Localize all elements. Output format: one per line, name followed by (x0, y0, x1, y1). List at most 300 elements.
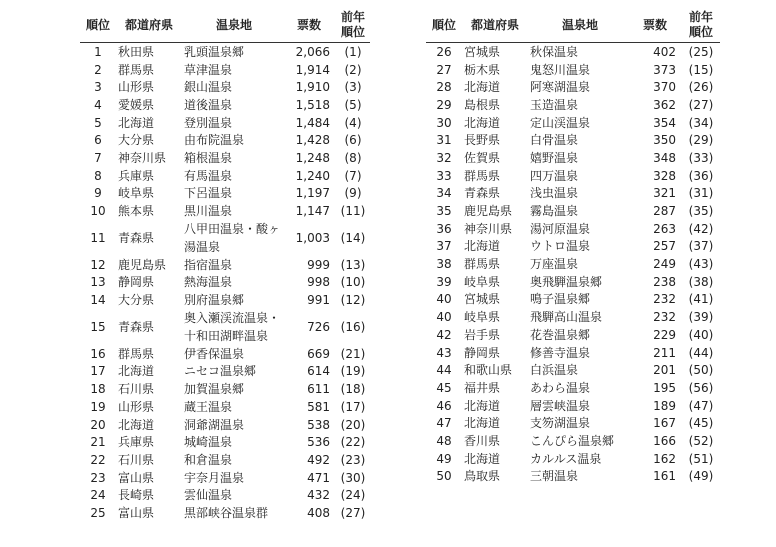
rank-cell: 48 (436, 433, 452, 448)
votes-cell: 432 (307, 488, 330, 503)
rank-cell: 44 (436, 363, 452, 378)
votes-cell: 189 (653, 398, 676, 413)
rank-cell: 42 (436, 327, 452, 342)
prefecture-cell: 北海道 (464, 239, 501, 254)
previous-rank-cell: (20) (340, 417, 366, 432)
previous-rank-cell: (42) (688, 221, 714, 236)
votes-cell: 161 (653, 469, 676, 484)
previous-rank-cell: (6) (344, 133, 362, 148)
prefecture-cell: 石川県 (118, 452, 155, 467)
rank-cell: 34 (436, 186, 452, 201)
previous-rank-cell: (3) (344, 80, 362, 95)
votes-cell: 991 (307, 293, 330, 308)
previous-rank-cell: (33) (688, 150, 714, 165)
votes-cell: 1,484 (295, 115, 330, 130)
rank-cell: 40 (436, 292, 452, 307)
table-row (80, 433, 370, 451)
table-row (80, 416, 370, 434)
ranking-table-left (80, 8, 370, 522)
rank-cell: 28 (436, 80, 452, 95)
rank-cell: 27 (436, 62, 452, 77)
table-row (80, 220, 370, 256)
table-row (426, 149, 720, 167)
prefecture-cell: 佐賀県 (464, 150, 501, 165)
rank-cell: 2 (94, 62, 102, 77)
prefecture-cell: 静岡県 (118, 275, 155, 290)
votes-cell: 408 (307, 505, 330, 520)
votes-cell: 195 (653, 380, 676, 395)
prefecture-cell: 北海道 (464, 416, 501, 431)
previous-rank-cell: (17) (340, 399, 366, 414)
votes-cell: 321 (653, 186, 676, 201)
previous-rank-cell: (47) (688, 398, 714, 413)
prefecture-cell: 群馬県 (118, 62, 155, 77)
previous-rank-cell: (35) (688, 204, 714, 219)
votes-cell: 232 (653, 292, 676, 307)
header-votes: 票数 (642, 17, 667, 32)
votes-cell: 1,518 (295, 97, 330, 112)
previous-rank-cell: (8) (344, 150, 362, 165)
table-row (80, 167, 370, 185)
onsen-cell: 有馬温泉 (184, 168, 233, 183)
onsen-cell: 道後温泉 (184, 97, 233, 112)
votes-cell: 1,914 (295, 62, 330, 77)
rank-cell: 21 (90, 435, 106, 450)
table-row (426, 220, 720, 238)
previous-rank-cell: (10) (340, 275, 366, 290)
table-row (426, 361, 720, 379)
rank-cell: 20 (90, 417, 106, 432)
votes-cell: 350 (653, 133, 676, 148)
previous-rank-cell: (18) (340, 382, 366, 397)
header-prefecture: 都道府県 (124, 17, 173, 32)
onsen-cell: 熱海温泉 (184, 275, 233, 290)
onsen-cell: ウトロ温泉 (530, 239, 591, 254)
header-previous-rank-line2: 順位 (688, 25, 713, 39)
prefecture-cell: 兵庫県 (118, 435, 155, 450)
votes-cell: 1,428 (295, 133, 330, 148)
prefecture-cell: 神奈川県 (464, 221, 513, 236)
rank-cell: 35 (436, 204, 452, 219)
previous-rank-cell: (15) (688, 62, 714, 77)
rank-cell: 15 (90, 319, 106, 334)
rank-cell: 18 (90, 382, 106, 397)
prefecture-cell: 岐阜県 (464, 274, 501, 289)
prefecture-cell: 北海道 (464, 115, 501, 130)
prefecture-cell: 島根県 (464, 97, 501, 112)
prefecture-cell: 北海道 (118, 364, 155, 379)
onsen-cell: 草津温泉 (184, 62, 233, 77)
previous-rank-cell: (49) (688, 469, 714, 484)
previous-rank-cell: (40) (688, 327, 714, 342)
table-row (426, 432, 720, 450)
onsen-cell: 奥飛騨温泉郷 (530, 274, 603, 289)
prefecture-cell: 香川県 (464, 433, 501, 448)
onsen-cell: 玉造温泉 (530, 97, 579, 112)
rank-cell: 4 (94, 97, 102, 112)
rank-cell: 1 (94, 44, 102, 59)
votes-cell: 287 (653, 204, 676, 219)
onsen-cell: 登別温泉 (184, 115, 233, 130)
prefecture-cell: 神奈川県 (118, 150, 167, 165)
onsen-cell: 由布院温泉 (184, 133, 245, 148)
votes-cell: 669 (307, 346, 330, 361)
prefecture-cell: 群馬県 (118, 346, 155, 361)
votes-cell: 1,147 (295, 204, 330, 219)
table-row (426, 167, 720, 185)
onsen-cell: 四万温泉 (530, 168, 579, 183)
onsen-cell: 伊香保温泉 (184, 346, 245, 361)
table-row (426, 78, 720, 96)
prefecture-cell: 大分県 (118, 293, 155, 308)
table-row (426, 326, 720, 344)
onsen-cell: ニセコ温泉郷 (184, 364, 257, 379)
previous-rank-cell: (11) (340, 204, 366, 219)
previous-rank-cell: (12) (340, 293, 366, 308)
prefecture-cell: 青森県 (464, 186, 501, 201)
prefecture-cell: 鳥取県 (464, 469, 501, 484)
previous-rank-cell: (38) (688, 274, 714, 289)
table-row (426, 273, 720, 291)
table-row (426, 291, 720, 309)
onsen-cell: 層雲峡温泉 (530, 398, 591, 413)
onsen-cell: こんぴら温泉郷 (530, 433, 615, 448)
prefecture-cell: 石川県 (118, 382, 155, 397)
previous-rank-cell: (50) (688, 363, 714, 378)
votes-cell: 257 (653, 239, 676, 254)
votes-cell: 536 (307, 435, 330, 450)
rank-cell: 39 (436, 274, 452, 289)
header-votes: 票数 (296, 17, 321, 32)
previous-rank-cell: (37) (688, 239, 714, 254)
votes-cell: 611 (307, 382, 330, 397)
prefecture-cell: 愛媛県 (118, 97, 155, 112)
table-row (426, 114, 720, 132)
previous-rank-cell: (29) (688, 133, 714, 148)
rank-cell: 16 (90, 346, 106, 361)
votes-cell: 238 (653, 274, 676, 289)
previous-rank-cell: (39) (688, 310, 714, 325)
votes-cell: 1,197 (295, 186, 330, 201)
votes-cell: 998 (307, 275, 330, 290)
onsen-cell: 雲仙温泉 (184, 488, 233, 503)
votes-cell: 232 (653, 310, 676, 325)
table-row (80, 43, 370, 61)
prefecture-cell: 長崎県 (118, 488, 155, 503)
rank-cell: 7 (94, 150, 102, 165)
previous-rank-cell: (16) (340, 319, 366, 334)
table-row (426, 96, 720, 114)
header-prefecture: 都道府県 (470, 17, 519, 32)
votes-cell: 1,248 (295, 150, 330, 165)
votes-cell: 2,066 (295, 44, 330, 59)
onsen-cell: 花巻温泉郷 (530, 327, 591, 342)
rank-cell: 46 (436, 398, 452, 413)
onsen-cell: 白浜温泉 (530, 363, 579, 378)
rank-cell: 9 (94, 186, 102, 201)
rank-cell: 32 (436, 150, 452, 165)
previous-rank-cell: (36) (688, 168, 714, 183)
rank-cell: 33 (436, 168, 452, 183)
rank-cell: 29 (436, 97, 452, 112)
onsen-cell: 別府温泉郷 (184, 293, 245, 308)
rank-cell: 23 (90, 470, 106, 485)
rank-cell: 10 (90, 204, 106, 219)
previous-rank-cell: (51) (688, 451, 714, 466)
votes-cell: 1,240 (295, 168, 330, 183)
prefecture-cell: 宮城県 (464, 44, 501, 59)
previous-rank-cell: (13) (340, 257, 366, 272)
onsen-cell: 飛騨高山温泉 (530, 310, 603, 325)
table-row (80, 398, 370, 416)
rank-cell: 30 (436, 115, 452, 130)
prefecture-cell: 群馬県 (464, 168, 501, 183)
onsen-cell: 定山渓温泉 (530, 115, 591, 130)
table-row (426, 414, 720, 432)
table-header-row (80, 8, 370, 43)
table-row (80, 78, 370, 96)
onsen-cell: 修善寺温泉 (530, 345, 591, 360)
prefecture-cell: 北海道 (464, 398, 501, 413)
votes-cell: 263 (653, 221, 676, 236)
prefecture-cell: 岩手県 (464, 327, 501, 342)
rank-cell: 24 (90, 488, 106, 503)
onsen-cell: 洞爺湖温泉 (184, 417, 245, 432)
onsen-cell: 霧島温泉 (530, 204, 579, 219)
prefecture-cell: 北海道 (118, 115, 155, 130)
votes-cell: 354 (653, 115, 676, 130)
ranking-table-right (426, 8, 720, 485)
rank-cell: 43 (436, 345, 452, 360)
rank-cell: 19 (90, 399, 106, 414)
rank-cell: 14 (90, 293, 106, 308)
previous-rank-cell: (31) (688, 186, 714, 201)
previous-rank-cell: (14) (340, 230, 366, 245)
onsen-cell: 阿寒湖温泉 (530, 80, 591, 95)
rank-cell: 3 (94, 80, 102, 95)
prefecture-cell: 鹿児島県 (464, 204, 513, 219)
prefecture-cell: 山形県 (118, 80, 155, 95)
previous-rank-cell: (56) (688, 380, 714, 395)
table-row (426, 468, 720, 486)
rank-cell: 8 (94, 168, 102, 183)
table-row (426, 344, 720, 362)
table-row (80, 114, 370, 132)
onsen-cell: 黒部峡谷温泉群 (184, 505, 269, 520)
previous-rank-cell: (52) (688, 433, 714, 448)
onsen-cell: カルルス温泉 (530, 451, 602, 466)
header-previous-rank-line1: 前年 (688, 10, 713, 24)
table-row (426, 238, 720, 256)
onsen-cell: 下呂温泉 (184, 186, 233, 201)
table-header-row (426, 8, 720, 43)
rank-cell: 11 (90, 230, 106, 245)
prefecture-cell: 北海道 (464, 80, 501, 95)
prefecture-cell: 北海道 (464, 451, 501, 466)
onsen-cell: 嬉野温泉 (530, 150, 579, 165)
previous-rank-cell: (1) (344, 44, 362, 59)
prefecture-cell: 大分県 (118, 133, 155, 148)
onsen-cell: 銀山温泉 (184, 80, 233, 95)
prefecture-cell: 富山県 (118, 505, 155, 520)
prefecture-cell: 北海道 (118, 417, 155, 432)
prefecture-cell: 宮城県 (464, 292, 501, 307)
rank-cell: 5 (94, 115, 102, 130)
votes-cell: 538 (307, 417, 330, 432)
prefecture-cell: 岐阜県 (118, 186, 155, 201)
votes-cell: 1,003 (295, 230, 330, 245)
table-row (426, 202, 720, 220)
header-rank: 順位 (431, 17, 456, 32)
votes-cell: 211 (653, 345, 676, 360)
previous-rank-cell: (5) (344, 97, 362, 112)
table-row (80, 61, 370, 79)
onsen-cell: 和倉温泉 (184, 452, 233, 467)
table-row (80, 274, 370, 292)
prefecture-cell: 秋田県 (118, 44, 155, 59)
onsen-cell: 鬼怒川温泉 (530, 62, 591, 77)
previous-rank-cell: (23) (340, 452, 366, 467)
previous-rank-cell: (27) (688, 97, 714, 112)
previous-rank-cell: (44) (688, 345, 714, 360)
table-row (80, 469, 370, 487)
table-row (80, 96, 370, 114)
table-row (80, 380, 370, 398)
previous-rank-cell: (19) (340, 364, 366, 379)
votes-cell: 726 (307, 319, 330, 334)
table-row (80, 202, 370, 220)
votes-cell: 471 (307, 470, 330, 485)
votes-cell: 999 (307, 257, 330, 272)
table-row (426, 61, 720, 79)
header-onsen: 温泉地 (215, 17, 252, 32)
prefecture-cell: 富山県 (118, 470, 155, 485)
previous-rank-cell: (25) (688, 44, 714, 59)
header-previous-rank-line2: 順位 (340, 25, 365, 39)
prefecture-cell: 群馬県 (464, 257, 501, 272)
table-row (80, 504, 370, 522)
previous-rank-cell: (34) (688, 115, 714, 130)
previous-rank-cell: (30) (340, 470, 366, 485)
rank-cell: 38 (436, 257, 452, 272)
onsen-cell: 奥入瀬渓流温泉・十和田湖畔温泉 (184, 310, 281, 343)
onsen-cell: 白骨温泉 (530, 133, 579, 148)
header-rank: 順位 (85, 17, 110, 32)
votes-cell: 581 (307, 399, 330, 414)
prefecture-cell: 青森県 (118, 319, 155, 334)
votes-cell: 162 (653, 451, 676, 466)
prefecture-cell: 岐阜県 (464, 310, 501, 325)
header-previous-rank-line1: 前年 (340, 10, 365, 24)
table-row (426, 379, 720, 397)
onsen-cell: 箱根温泉 (184, 150, 233, 165)
onsen-cell: 支笏湖温泉 (530, 416, 591, 431)
rank-cell: 45 (436, 380, 452, 395)
onsen-cell: あわら温泉 (530, 380, 591, 395)
table-row (80, 185, 370, 203)
onsen-cell: 鳴子温泉郷 (530, 292, 591, 307)
rank-cell: 25 (90, 505, 106, 520)
previous-rank-cell: (41) (688, 292, 714, 307)
votes-cell: 1,910 (295, 80, 330, 95)
rank-cell: 47 (436, 416, 452, 431)
table-row (80, 363, 370, 381)
onsen-cell: 万座温泉 (530, 257, 579, 272)
prefecture-cell: 栃木県 (464, 62, 501, 77)
rank-cell: 17 (90, 364, 106, 379)
rank-cell: 22 (90, 452, 106, 467)
header-previous-rank (336, 8, 370, 43)
table-row (426, 255, 720, 273)
table-row (80, 131, 370, 149)
previous-rank-cell: (45) (688, 416, 714, 431)
rank-cell: 13 (90, 275, 106, 290)
rank-cell: 37 (436, 239, 452, 254)
votes-cell: 402 (653, 44, 676, 59)
previous-rank-cell: (2) (344, 62, 362, 77)
table-row (80, 291, 370, 309)
rank-cell: 40 (436, 310, 452, 325)
votes-cell: 166 (653, 433, 676, 448)
rank-cell: 31 (436, 133, 452, 148)
header-onsen: 温泉地 (561, 17, 598, 32)
previous-rank-cell: (21) (340, 346, 366, 361)
votes-cell: 167 (653, 416, 676, 431)
prefecture-cell: 青森県 (118, 230, 155, 245)
onsen-cell: 加賀温泉郷 (184, 382, 245, 397)
table-row (80, 256, 370, 274)
votes-cell: 492 (307, 452, 330, 467)
previous-rank-cell: (4) (344, 115, 362, 130)
header-previous-rank (682, 8, 720, 43)
previous-rank-cell: (22) (340, 435, 366, 450)
prefecture-cell: 鹿児島県 (118, 257, 167, 272)
prefecture-cell: 福井県 (464, 380, 501, 395)
votes-cell: 362 (653, 97, 676, 112)
previous-rank-cell: (9) (344, 186, 362, 201)
onsen-cell: 八甲田温泉・酸ヶ湯温泉 (184, 221, 281, 254)
onsen-cell: 三朝温泉 (530, 469, 579, 484)
previous-rank-cell: (26) (688, 80, 714, 95)
votes-cell: 348 (653, 150, 676, 165)
votes-cell: 614 (307, 364, 330, 379)
previous-rank-cell: (27) (340, 505, 366, 520)
table-row (426, 185, 720, 203)
table-row (80, 451, 370, 469)
previous-rank-cell: (43) (688, 257, 714, 272)
onsen-cell: 宇奈月温泉 (184, 470, 245, 485)
table-row (80, 149, 370, 167)
onsen-cell: 城崎温泉 (184, 435, 233, 450)
onsen-cell: 秋保温泉 (530, 44, 579, 59)
votes-cell: 373 (653, 62, 676, 77)
votes-cell: 201 (653, 363, 676, 378)
table-row (426, 308, 720, 326)
votes-cell: 249 (653, 257, 676, 272)
table-row (426, 131, 720, 149)
table-row (426, 397, 720, 415)
rank-cell: 12 (90, 257, 106, 272)
rank-cell: 36 (436, 221, 452, 236)
table-row (80, 486, 370, 504)
onsen-cell: 黒川温泉 (184, 204, 233, 219)
rank-cell: 6 (94, 133, 102, 148)
onsen-cell: 蔵王温泉 (184, 399, 233, 414)
onsen-cell: 湯河原温泉 (530, 221, 591, 236)
rank-cell: 49 (436, 451, 452, 466)
prefecture-cell: 静岡県 (464, 345, 501, 360)
onsen-cell: 浅虫温泉 (530, 186, 579, 201)
